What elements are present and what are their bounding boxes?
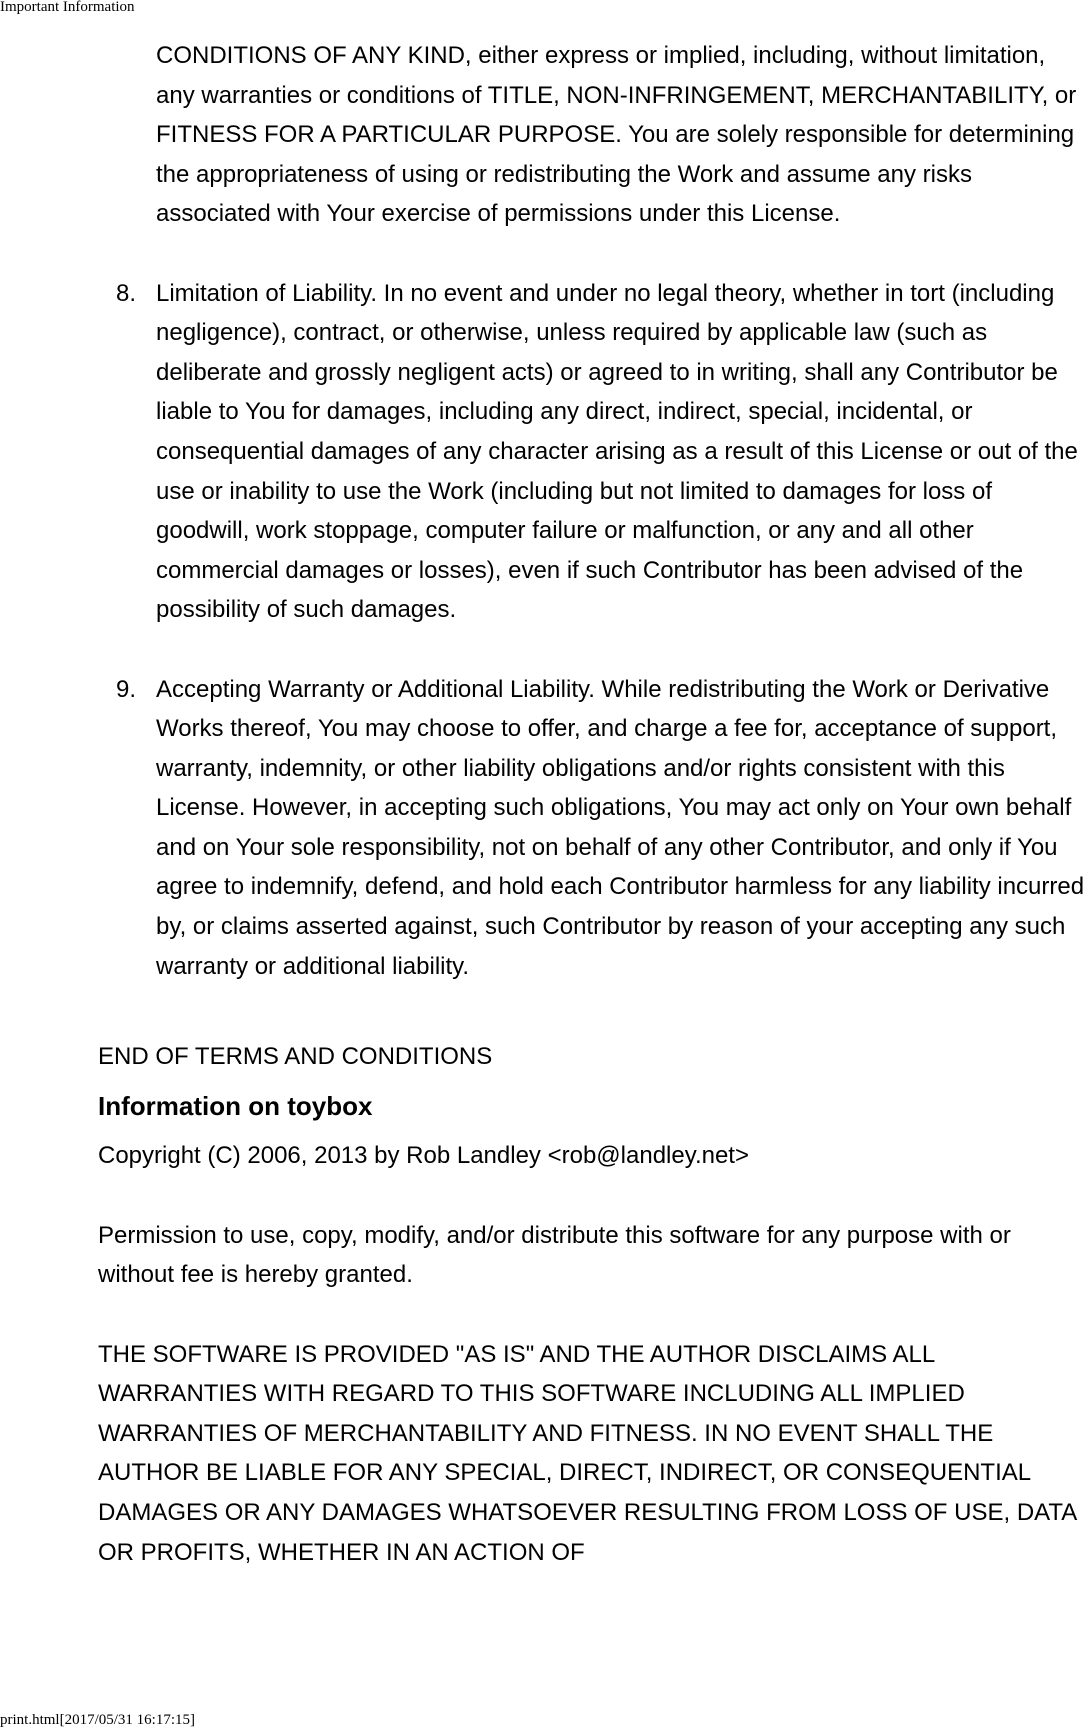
license-item-8 <box>116 274 1088 630</box>
license-item-9 <box>116 670 1088 987</box>
list-item-text: Accepting Warranty or Additional Liability. While redistributing the Work or Derivative Works thereof, You may choose to offer, and charge a fee for, acceptance of support, warranty, indemnity, or other liability obligations and/or rights consistent with this License. However, in accepting such obligations, You may act only on Your own behalf and on Your sole responsibility, not on behalf of any other Contributor, and only if You agree to indemnify, defend, and hold each Contributor harmless for any liability incurred by, or claims asserted against, such Contributor by reason of your accepting any such warranty or additional liability. <box>156 675 1085 980</box>
print-footer: print.html[2017/05/31 16:17:15] <box>0 1712 195 1728</box>
toybox-permission: Permission to use, copy, modify, and/or distribute this software for any purpose with or without fee is hereby granted. <box>98 1221 1011 1289</box>
list-number: 8. <box>116 279 137 307</box>
list-item-text: Limitation of Liability. In no event and under no legal theory, whether in tort (including negligence), contract, or otherwise, unless required by applicable law (such as deliberate and grossly negligent acts) or agreed to in writing, shall any Contributor be liable to You for damages, including any direct, indirect, special, incidental, or consequential damages of any character arising as a result of this License or out of the use or inability to use the Work (including but not limited to damages for loss of goodwill, work stoppage, computer failure or malfunction, or any and all other commercial damages or losses), even if such Contributor has been advised of the possibility of such damages. <box>156 279 1078 624</box>
license-continued-paragraph: CONDITIONS OF ANY KIND, either express or implied, including, without limitation, any warranties or conditions of TITLE, NON-INFRINGEMENT, MERCHANTABILITY, or FITNESS FOR A PARTICULAR PURPOSE. You are solely responsible for determining the appropriateness of using or redistributing the Work and assume any risks associated with Your exercise of permissions under this License. <box>156 42 1077 228</box>
document-content <box>98 36 1088 1572</box>
list-number: 9. <box>116 675 137 703</box>
toybox-disclaimer: THE SOFTWARE IS PROVIDED "AS IS" AND THE AUTHOR DISCLAIMS ALL WARRANTIES WITH REGARD TO THIS SOFTWARE INCLUDING ALL IMPLIED WARRANTIES OF MERCHANTABILITY AND FITNESS. IN NO EVENT SHALL THE AUTHOR BE LIABLE FOR ANY SPECIAL, DIRECT, INDIRECT, OR CONSEQUENTIAL DAMAGES OR ANY DAMAGES WHATSOEVER RESULTING FROM LOSS OF USE, DATA OR PROFITS, WHETHER IN AN ACTION OF <box>98 1340 1076 1566</box>
toybox-heading: Information on toybox <box>98 1091 373 1122</box>
toybox-copyright: Copyright (C) 2006, 2013 by Rob Landley <rob@landley.net> <box>98 1142 749 1170</box>
end-of-terms: END OF TERMS AND CONDITIONS <box>98 1043 493 1071</box>
print-header-title: Important Information <box>0 0 135 15</box>
